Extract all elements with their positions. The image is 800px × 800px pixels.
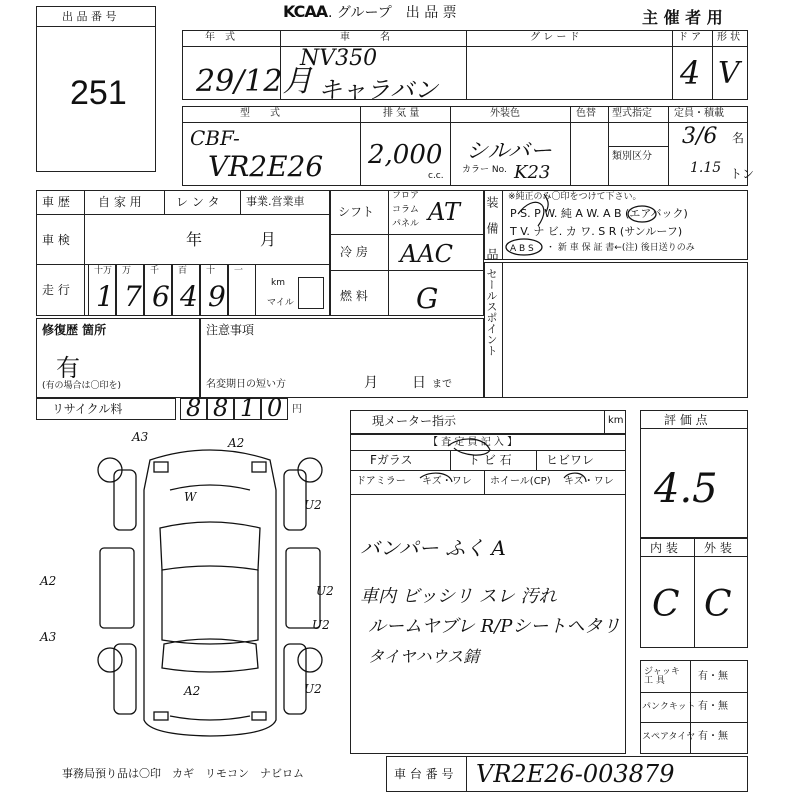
mileage-digit-header: 千 <box>150 266 160 276</box>
inspector-note-label: 【 査 定 員 記 入 】 <box>428 437 518 448</box>
capacity-label: 定員・積載 <box>674 108 724 119</box>
shift-option-panel[interactable]: パネル <box>392 219 420 229</box>
meter-unit: km <box>608 415 624 426</box>
ac-label: 冷 房 <box>340 245 368 259</box>
exterior-label: 外 装 <box>704 541 732 555</box>
chassis-value: VR2E26-003879 <box>476 760 675 788</box>
shift-value: AT <box>428 198 461 226</box>
score-label: 評 価 点 <box>664 413 708 427</box>
mileage-label: 走 行 <box>42 283 70 297</box>
deadline-label: 名変期日の短い方 <box>206 379 286 390</box>
damage-mark: U2 <box>312 618 330 632</box>
inspection-year: 年 <box>186 230 203 249</box>
exterior-value: C <box>704 584 732 625</box>
equipment-line2[interactable]: T V. ナ ビ. カ ワ. S R (サンルーフ) <box>510 225 683 238</box>
brand-logo: KCAA <box>283 2 328 21</box>
repair-note: (有の場合は〇印を) <box>42 381 122 391</box>
sales-point-label: セールスポイント <box>485 268 498 356</box>
unit-person: 名 <box>732 131 745 145</box>
km-label: km <box>271 278 285 288</box>
color-no-label: カラー No. <box>462 165 507 175</box>
recycle-digit: 8 <box>186 394 202 422</box>
hand-line-4: タイヤハウス錆 <box>368 647 480 666</box>
mileage-digit: 9 <box>208 280 226 313</box>
name-label: 車 名 <box>340 32 390 43</box>
jack-value[interactable]: 有・無 <box>698 671 728 682</box>
recycle-digit: 0 <box>267 394 283 422</box>
lot-label: 出 品 番 号 <box>62 10 117 23</box>
kizu-ware-1: キズ・ワレ <box>422 476 472 487</box>
tobi-ishi: ト ビ 石 <box>468 453 512 467</box>
mileage-digit: 1 <box>96 280 114 313</box>
meter-label: 現メーター指示 <box>372 414 457 428</box>
door-label: ド ア <box>678 32 702 43</box>
puncture-value[interactable]: 有・無 <box>698 701 728 712</box>
recycle-label: リサイクル料 <box>52 402 123 416</box>
recycle-unit: 円 <box>292 404 302 415</box>
cc-unit: c.c. <box>428 171 444 181</box>
mile-label: マイル <box>267 298 294 308</box>
damage-mark: U2 <box>304 682 322 696</box>
damage-mark: U2 <box>316 584 334 598</box>
mileage-digit: 7 <box>124 280 142 313</box>
history-business[interactable]: 事業.営業車 <box>246 195 305 208</box>
mileage-digit-header: 十万 <box>94 266 113 276</box>
door-value: 4 <box>680 54 701 92</box>
mileage-digit: 6 <box>152 280 170 313</box>
office-note: 事務局預り品は〇印 カギ リモコン ナビロム <box>62 767 304 780</box>
recycle-digit: 1 <box>240 394 256 422</box>
km-checkbox[interactable] <box>298 277 324 309</box>
equipment-circles <box>484 190 748 260</box>
lot-number: 251 <box>70 74 127 112</box>
history-rental[interactable]: レ ン タ <box>176 195 220 209</box>
color-label: 外装色 <box>490 108 520 119</box>
deadline-month: 月 <box>364 375 378 391</box>
inspection-month: 月 <box>260 230 277 249</box>
f-glass: Fガラス <box>370 453 413 467</box>
mileage-digit: 4 <box>180 280 198 313</box>
name-value-2: キャラバン <box>318 76 438 104</box>
mileage-digit-header: 一 <box>234 266 244 276</box>
group-title: . グループ 出 品 票 <box>328 5 457 21</box>
capacity-value: 3/6 <box>682 124 718 149</box>
organizer-label: 主 催 者 用 <box>642 8 723 27</box>
hand-line-3: ルームヤブレ R/Pシートヘタリ <box>368 616 621 637</box>
damage-mark: A3 <box>40 630 57 644</box>
repair-value: 有 <box>56 354 80 382</box>
repair-label: 修復歴 箇所 <box>42 323 107 337</box>
equipment-label: 装 備 品 <box>485 196 499 260</box>
chassis-label: 車 台 番 号 <box>394 767 454 781</box>
interior-value: C <box>652 584 680 625</box>
score-value: 4.5 <box>654 466 718 512</box>
mileage-digit-header: 百 <box>178 266 188 276</box>
spare-label: スペアタイヤ <box>642 732 696 742</box>
model-designation-label: 型式指定 <box>612 108 652 119</box>
shape-label: 形 状 <box>717 32 741 43</box>
color-no-value: K23 <box>514 162 551 183</box>
model-label: 型 式 <box>240 108 280 119</box>
ac-value: AAC <box>400 240 454 268</box>
year-value: 29/12月 <box>196 64 313 99</box>
fuel-value: G <box>416 282 439 315</box>
notes-label: 注意事項 <box>206 323 255 337</box>
jack-label: ジャッキ 工 具 <box>644 667 680 686</box>
class-label: 類別区分 <box>612 151 652 162</box>
shape-value: V <box>718 56 740 91</box>
shift-label: シフト <box>338 205 375 219</box>
displacement-label: 排 気 量 <box>383 108 420 119</box>
name-value-1: NV350 <box>300 46 378 71</box>
car-diagram <box>80 430 340 760</box>
wheel: ホイール(CP) <box>490 476 551 487</box>
damage-mark: A3 <box>132 430 149 444</box>
damage-mark: A2 <box>184 684 201 698</box>
year-label: 年 式 <box>205 32 235 43</box>
history-label: 車 歴 <box>42 195 70 209</box>
displacement-value: 2,000 <box>368 140 443 170</box>
model-value: VR2E26 <box>208 150 324 183</box>
load-value: 1.15 <box>690 160 722 176</box>
deadline-day: 日 <box>412 375 426 391</box>
sales-point-box <box>484 262 748 398</box>
spare-value[interactable]: 有・無 <box>698 731 728 742</box>
model-prefix: CBF- <box>190 126 240 150</box>
damage-mark: W <box>184 490 197 504</box>
shift-option-column[interactable]: コラム <box>392 205 419 215</box>
inspector-circles <box>350 434 626 494</box>
fuel-label: 燃 料 <box>340 289 368 303</box>
grade-label: グ レ ー ド <box>530 32 580 43</box>
hand-line-2: 車内 ビッシリ スレ 汚れ <box>360 586 557 607</box>
history-private[interactable]: 自 家 用 <box>98 195 142 209</box>
hand-line-1: バンパー ふく A <box>360 536 506 560</box>
damage-mark: A2 <box>228 436 245 450</box>
door-mirror: ドアミラー <box>356 476 406 487</box>
hibiware: ヒビワレ <box>546 453 595 467</box>
equipment-abs[interactable]: A B S <box>510 244 534 254</box>
shift-option-floor[interactable]: フロア <box>392 191 420 201</box>
mileage-digit-header: 十 <box>206 266 216 276</box>
deadline-suffix: まで <box>432 379 452 390</box>
equipment-note: ※純正のみ〇印をつけて下さい。 <box>508 192 642 202</box>
mileage-digit-cell <box>228 264 256 316</box>
inspection-label: 車 検 <box>42 233 70 247</box>
recycle-digit: 8 <box>213 394 229 422</box>
puncture-label: パンクキット <box>642 702 696 712</box>
unit-ton: トン <box>730 167 755 181</box>
damage-mark: U2 <box>304 498 322 512</box>
color-change-label: 色替 <box>576 108 596 119</box>
color-value: シルバー <box>466 139 552 164</box>
interior-label: 内 装 <box>650 541 678 555</box>
damage-mark: A2 <box>40 574 57 588</box>
mileage-digit-header: 万 <box>122 266 132 276</box>
equipment-line1[interactable]: P S. P W. 純 A W. A B (エアバック) <box>510 207 688 220</box>
kizu-ware-2: キズ・ワレ <box>564 476 614 487</box>
equipment-line3[interactable]: ・ 新 車 保 証 書←(注) 後日送りのみ <box>546 243 695 253</box>
